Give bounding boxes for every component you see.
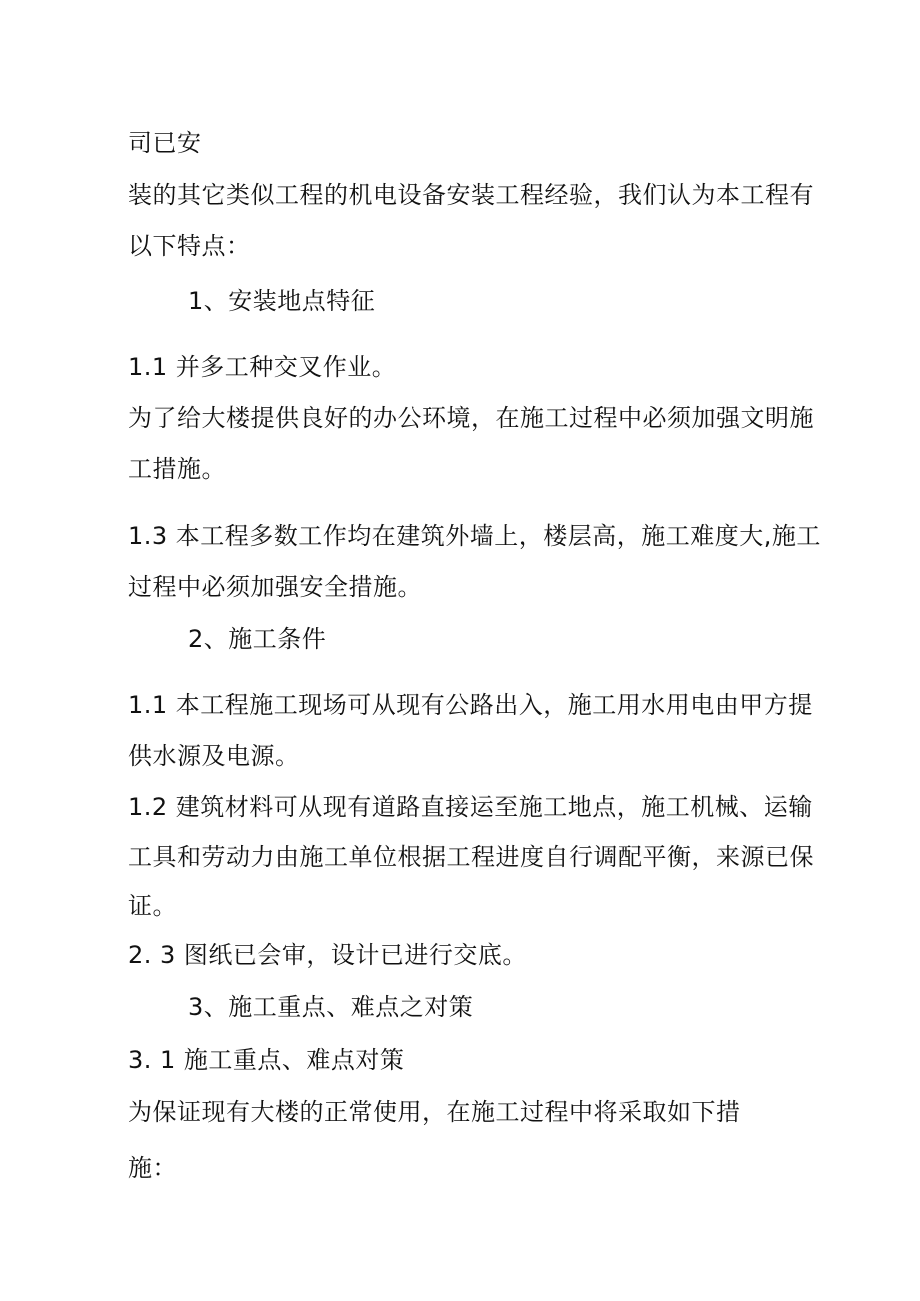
- text-line-9: 过程中必须加强安全措施。: [128, 573, 422, 601]
- section-heading-2: 2、施工条件: [188, 625, 327, 653]
- text-line-8: 1.3 本工程多数工作均在建筑外墙上，楼层高，施工难度大,施工: [128, 522, 821, 550]
- text-line-12: 供水源及电源。: [128, 742, 300, 770]
- text-line-3: 以下特点：: [128, 232, 251, 260]
- section-heading-1: 1、安装地点特征: [188, 287, 376, 315]
- text-line-5: 1.1 并多工种交叉作业。: [128, 353, 397, 381]
- text-line-6: 为了给大楼提供良好的办公环境，在施工过程中必须加强文明施: [128, 404, 814, 432]
- text-line-13: 1.2 建筑材料可从现有道路直接运至施工地点，施工机械、运输: [128, 793, 813, 821]
- text-line-1: 司已安: [128, 129, 202, 157]
- text-line-16: 2. 3 图纸已会审，设计已进行交底。: [128, 941, 527, 969]
- text-line-18: 3. 1 施工重点、难点对策: [128, 1046, 405, 1074]
- text-line-7: 工措施。: [128, 455, 226, 483]
- text-line-11: 1.1 本工程施工现场可从现有公路出入，施工用水用电由甲方提: [128, 691, 813, 719]
- text-line-15: 证。: [128, 892, 177, 920]
- text-line-14: 工具和劳动力由施工单位根据工程进度自行调配平衡，来源已保: [128, 843, 814, 871]
- text-line-20: 施：: [128, 1154, 177, 1182]
- section-heading-3: 3、施工重点、难点之对策: [188, 993, 474, 1021]
- text-line-19: 为保证现有大楼的正常使用，在施工过程中将采取如下措: [128, 1098, 741, 1126]
- text-line-2: 装的其它类似工程的机电设备安装工程经验，我们认为本工程有: [128, 181, 814, 209]
